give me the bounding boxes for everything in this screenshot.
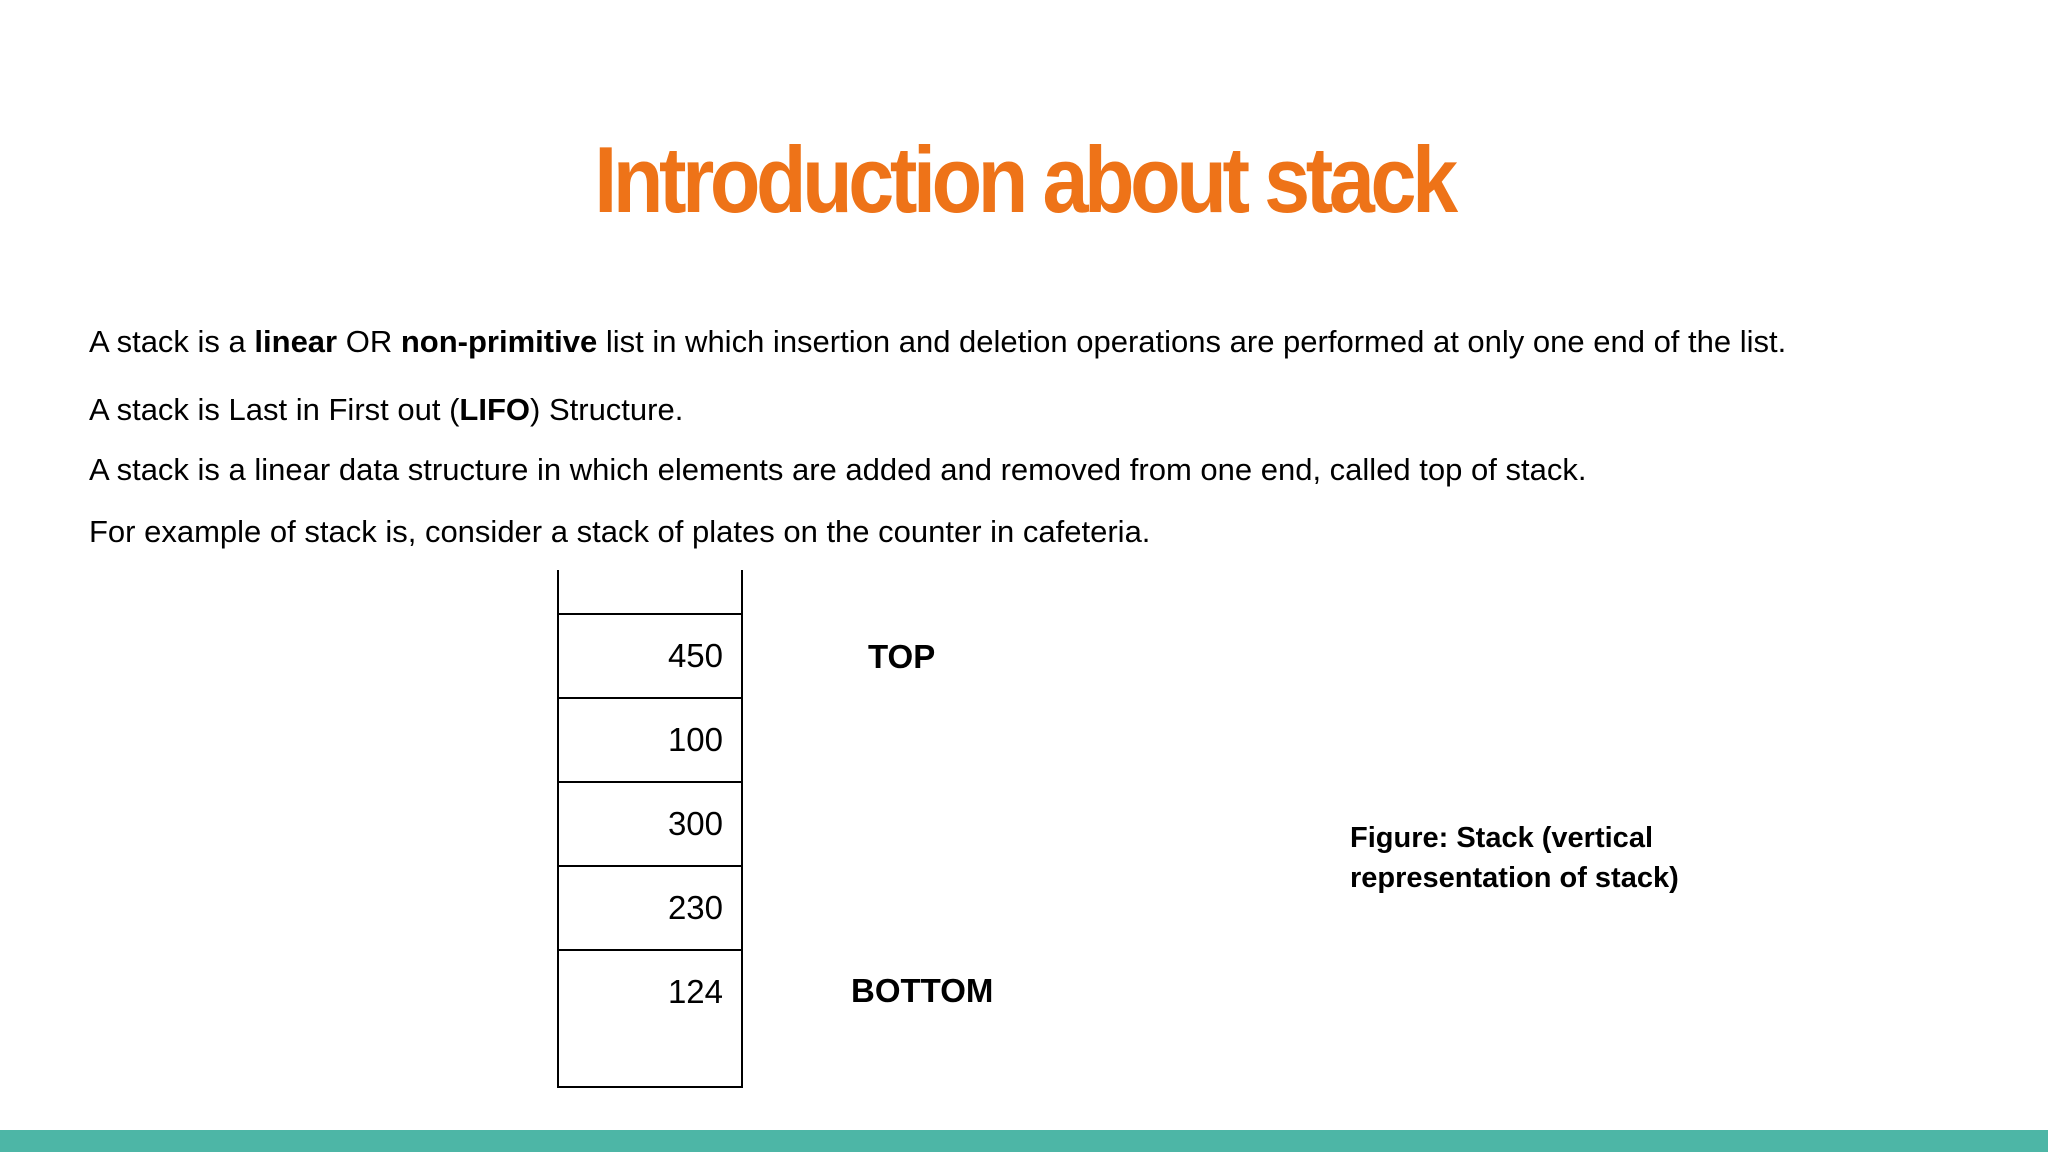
text-segment: OR: [337, 324, 401, 359]
stack-cell: 124: [559, 949, 741, 1088]
footer-accent-bar: [0, 1130, 2048, 1152]
stack-diagram: [557, 570, 743, 1088]
caption-line: Figure: Stack (vertical: [1350, 822, 1653, 854]
stack-top-label: TOP: [868, 638, 936, 675]
bold-term-lifo: LIFO: [459, 392, 531, 427]
stack-cell: 300: [559, 781, 741, 865]
text-segment: A stack is Last in First out (: [89, 392, 460, 427]
stack-bottom-label: BOTTOM: [851, 972, 994, 1009]
bold-term-non-primitive: non-primitive: [400, 324, 598, 359]
bold-term-linear: linear: [254, 324, 338, 359]
paragraph-example: For example of stack is, consider a stack of plates on the counter in cafeteria.: [89, 514, 1151, 549]
text-segment: ) Structure.: [530, 392, 684, 427]
caption-line: representation of stack): [1350, 862, 1679, 894]
text-segment: A stack is a: [89, 324, 255, 359]
text-segment: list in which insertion and deletion operations are performed at only one end of the list.: [597, 324, 1787, 359]
stack-cell: 450: [559, 613, 741, 697]
stack-cell: 230: [559, 865, 741, 949]
paragraph-linear-structure: A stack is a linear data structure in which elements are added and removed from one end, called top of stack.: [89, 452, 1587, 487]
figure-caption: [1350, 818, 1679, 898]
paragraph-lifo: [89, 391, 683, 429]
stack-cell: 100: [559, 697, 741, 781]
paragraph-definition: [89, 323, 1786, 361]
slide-title: Introduction about stack: [594, 127, 1454, 232]
